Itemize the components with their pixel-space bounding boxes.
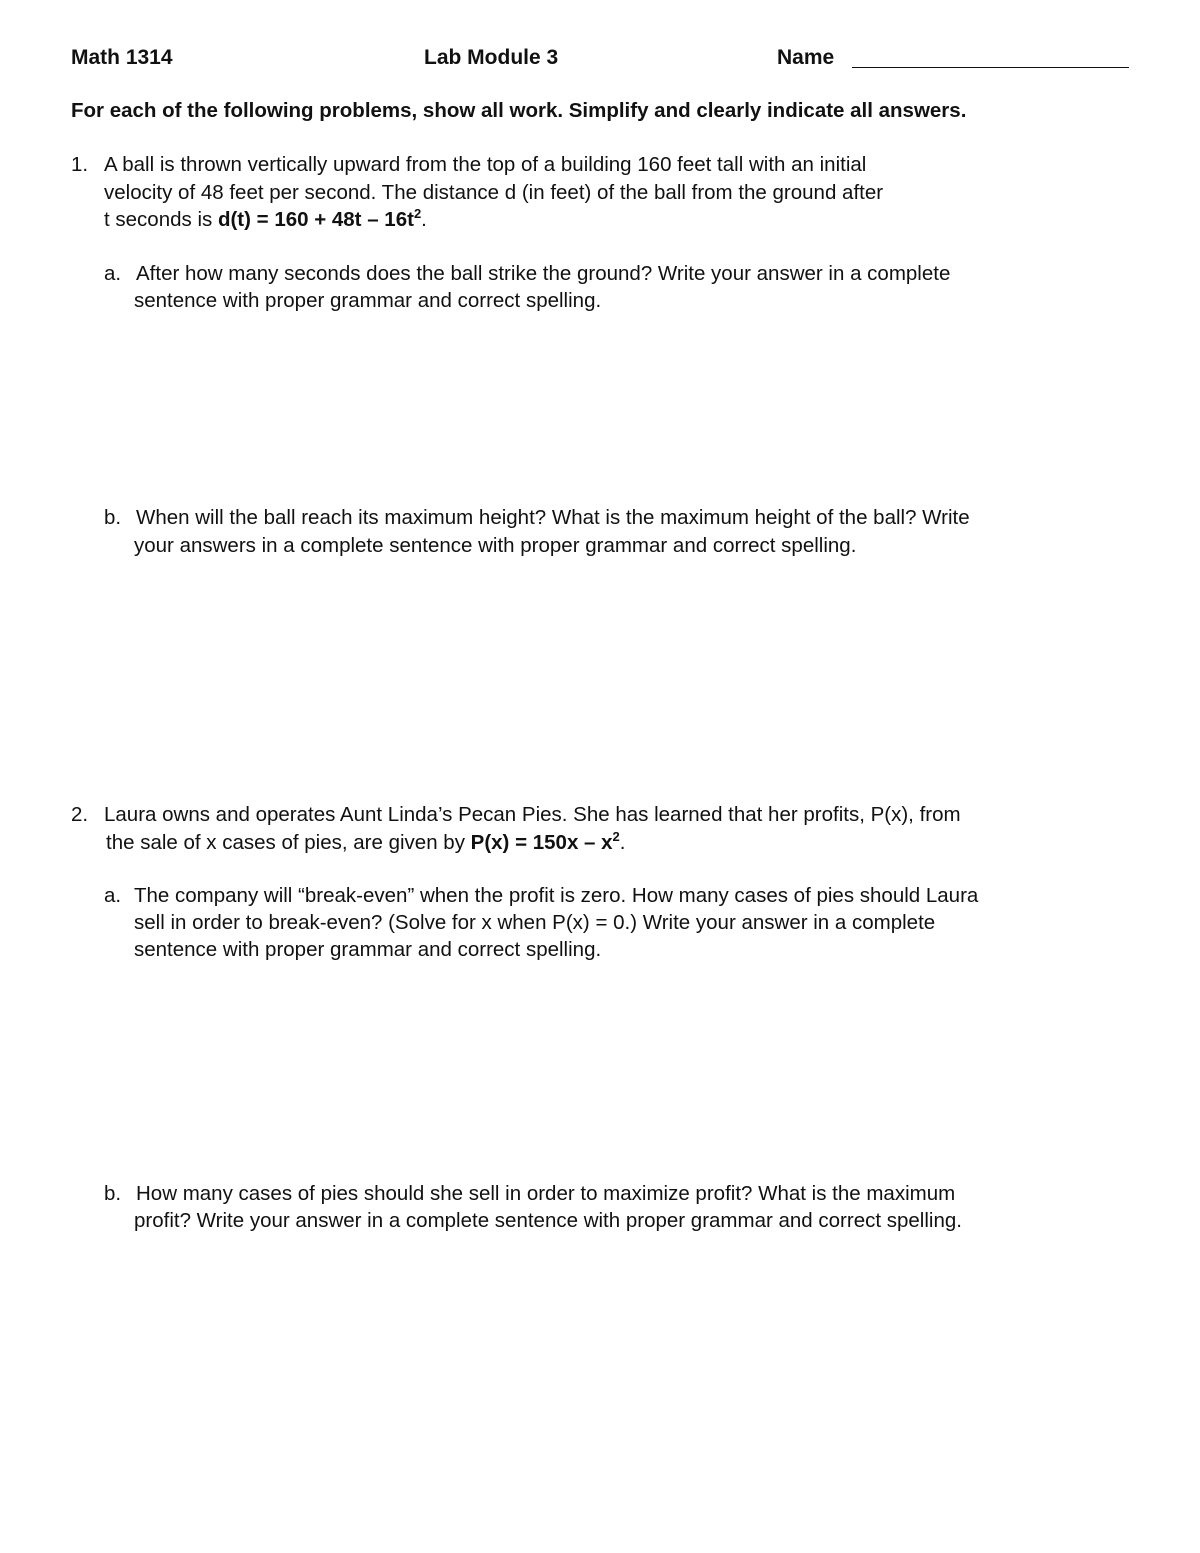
problem-1b-line-2: your answers in a complete sentence with proper grammar and correct spelling. xyxy=(134,534,857,557)
problem-1-number: 1. xyxy=(71,153,89,176)
problem-2-line-1: Laura owns and operates Aunt Linda’s Pecan Pies. She has learned that her profits, P(x), from xyxy=(104,803,961,826)
problem-2-equation: P(x) = 150x – x xyxy=(470,831,613,854)
module-title: Lab Module 3 xyxy=(424,46,559,69)
problem-2-line-2-suffix: . xyxy=(619,831,626,854)
problem-1-line-3-suffix: . xyxy=(421,208,427,231)
problem-1-equation: d(t) = 160 + 48t – 16t xyxy=(217,208,414,231)
problem-2-line-2-prefix: the sale of x cases of pies, are given by xyxy=(106,831,471,854)
problem-1a-line-1: After how many seconds does the ball strike the ground? Write your answer in a complete xyxy=(136,262,951,285)
problem-1-line-3-prefix: t seconds is xyxy=(104,208,218,231)
name-blank-line xyxy=(852,67,1129,68)
problem-2-line-2 xyxy=(106,829,625,857)
problem-2-exponent: 2 xyxy=(612,829,620,844)
problem-1-line-1: A ball is thrown vertically upward from the top of a building 160 feet tall with an initial xyxy=(104,153,867,176)
problem-2a-line-1: The company will “break-even” when the profit is zero. How many cases of pies should Laura xyxy=(134,884,979,907)
problem-1a-line-2: sentence with proper grammar and correct spelling. xyxy=(134,289,602,312)
problem-2a-line-3: sentence with proper grammar and correct spelling. xyxy=(134,938,602,961)
problem-2a-label: a. xyxy=(104,884,122,907)
course-title: Math 1314 xyxy=(71,46,173,69)
problem-2-number: 2. xyxy=(71,803,89,826)
problem-1b-label: b. xyxy=(104,506,122,529)
name-label: Name xyxy=(777,46,835,69)
problem-1-line-3 xyxy=(104,206,427,234)
problem-2b-line-1: How many cases of pies should she sell in order to maximize profit? What is the maximum xyxy=(136,1182,956,1205)
problem-1-exponent: 2 xyxy=(413,206,422,221)
problem-1-line-2: velocity of 48 feet per second. The distance d (in feet) of the ball from the ground after xyxy=(104,181,884,204)
instructions: For each of the following problems, show all work. Simplify and clearly indicate all answers. xyxy=(71,99,967,122)
problem-1a-label: a. xyxy=(104,262,122,285)
problem-1b-line-1: When will the ball reach its maximum height? What is the maximum height of the ball? Write xyxy=(136,506,970,529)
problem-2b-line-2: profit? Write your answer in a complete sentence with proper grammar and correct spelling. xyxy=(134,1209,962,1232)
problem-2a-line-2: sell in order to break-even? (Solve for x when P(x) = 0.) Write your answer in a complete xyxy=(134,911,936,934)
problem-2b-label: b. xyxy=(104,1182,122,1205)
